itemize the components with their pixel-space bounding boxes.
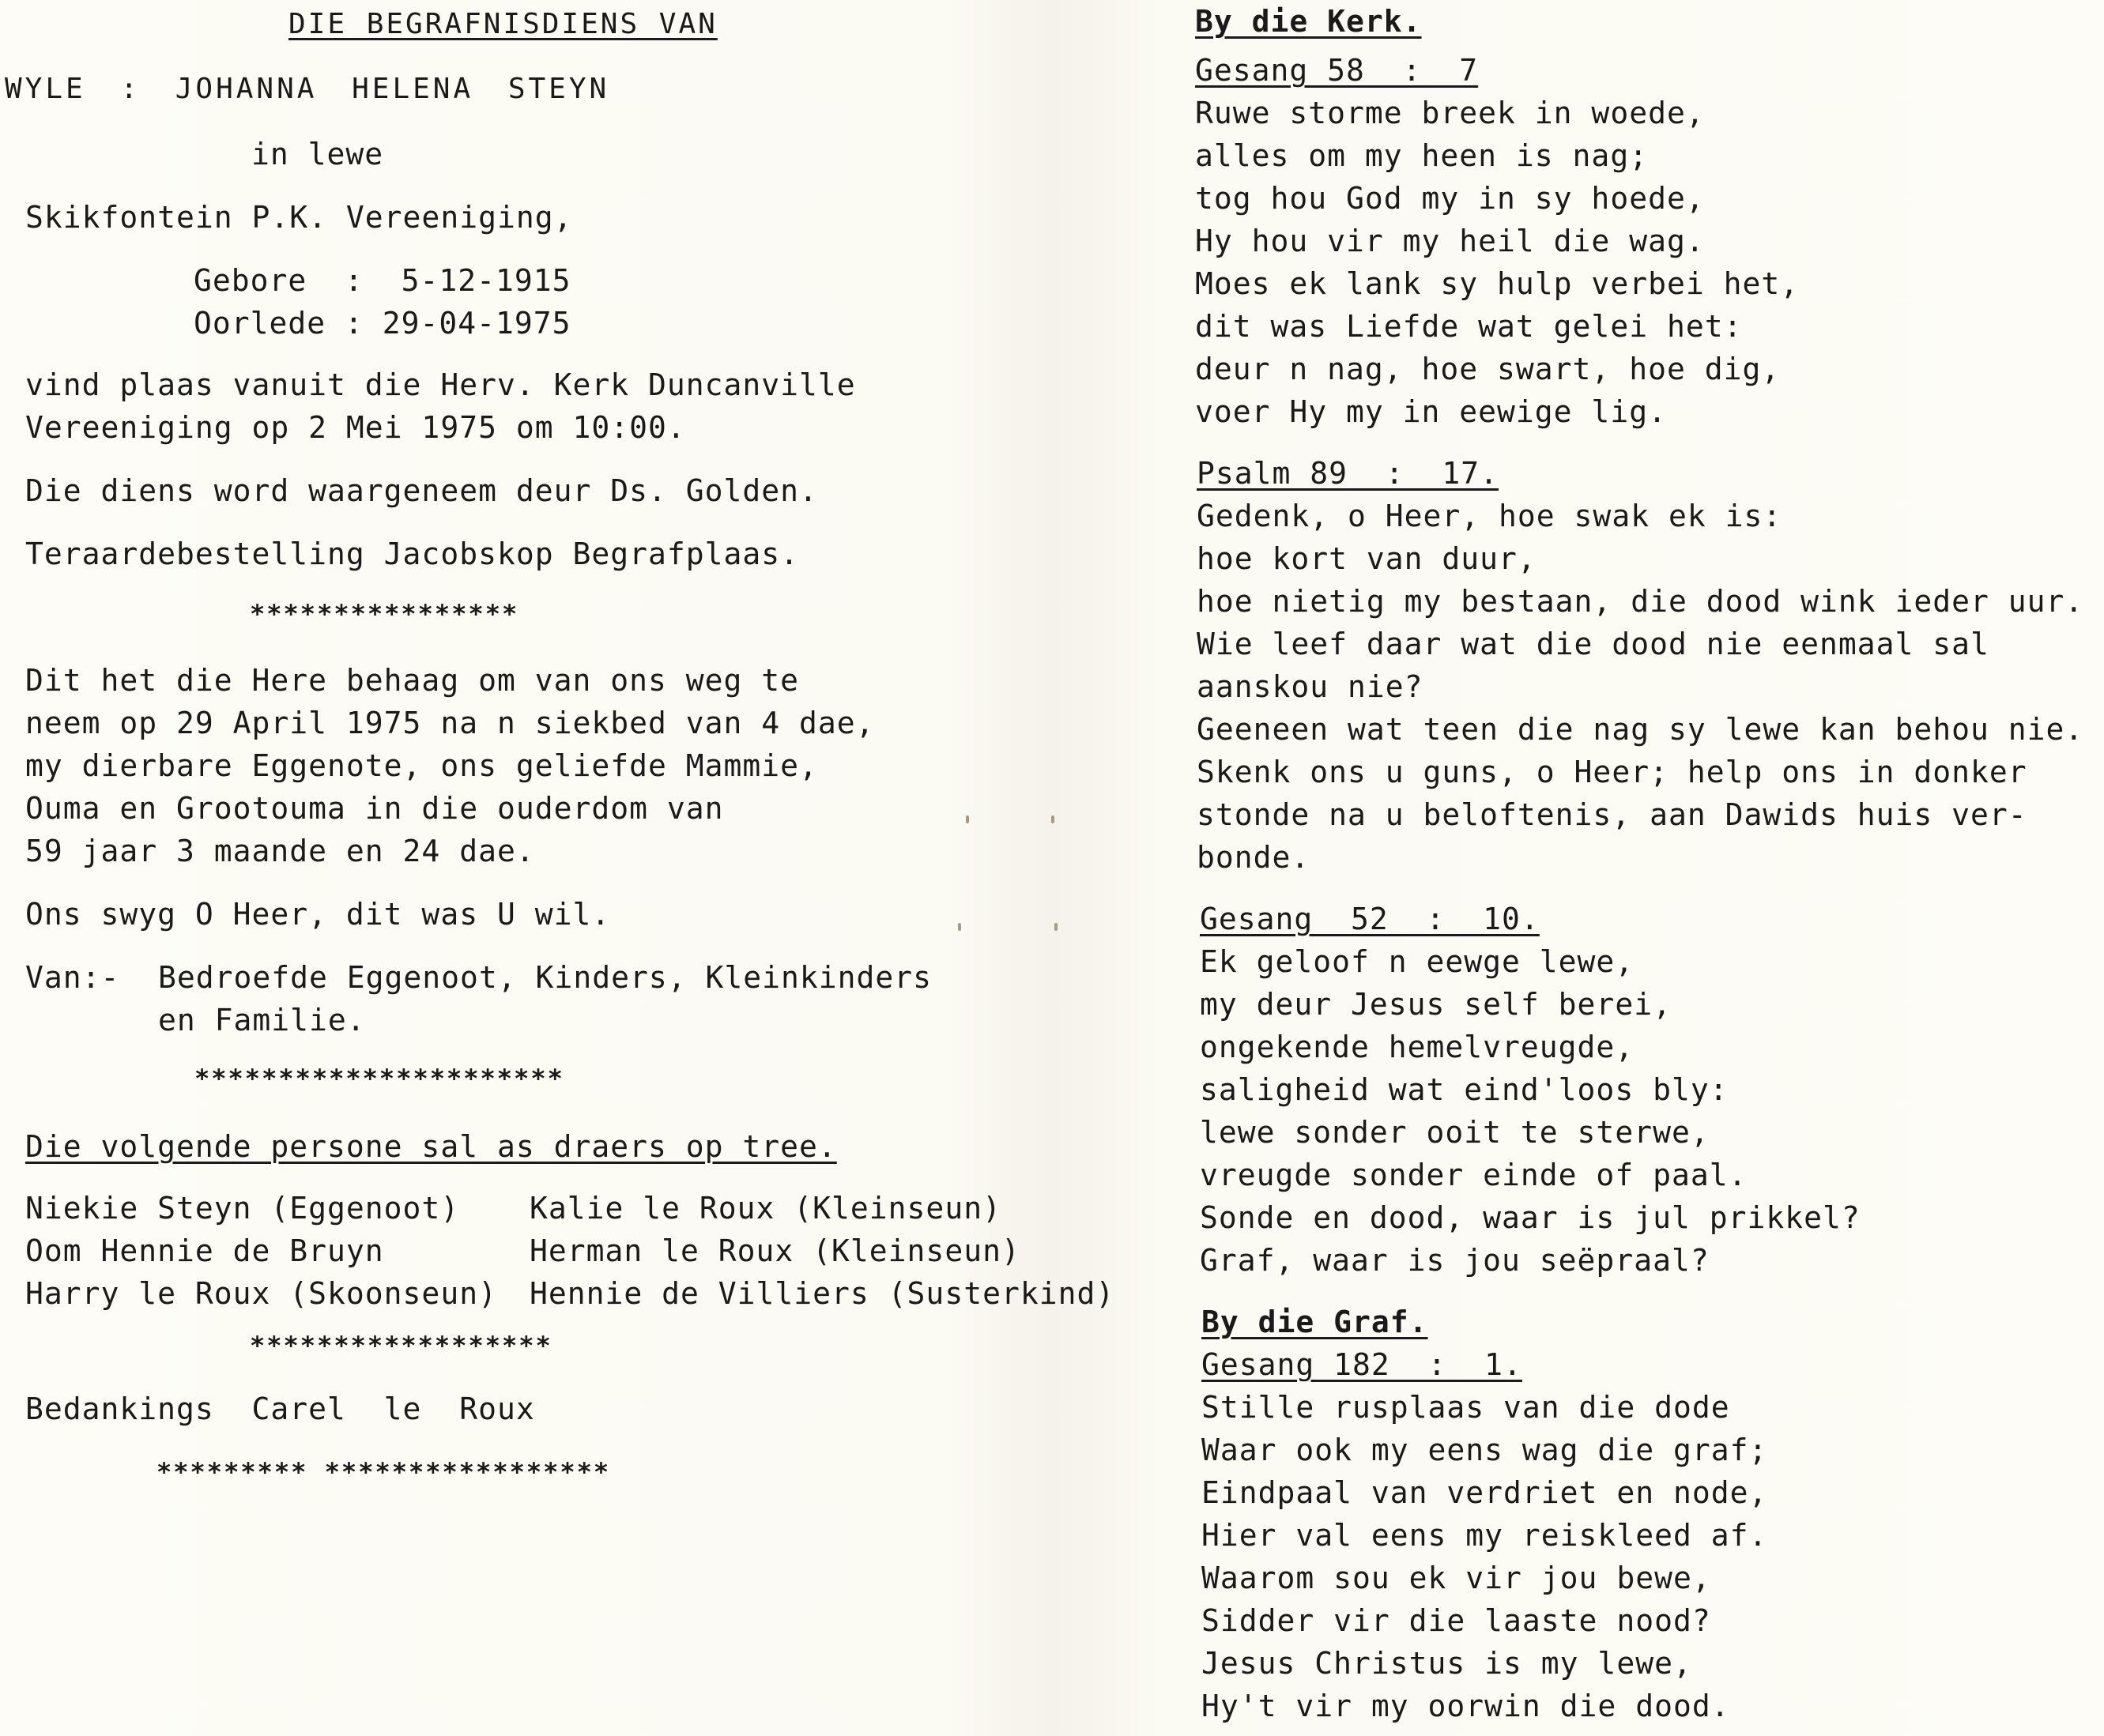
- programme-title: DIE BEGRAFNISDIENS VAN: [288, 8, 718, 40]
- hymn-line: Jesus Christus is my lewe,: [1201, 1646, 1692, 1681]
- psalm-line: Wie leef daar wat die dood nie eenmaal sal: [1197, 627, 1989, 661]
- notice-line: 59 jaar 3 maande en 24 dae.: [25, 834, 535, 868]
- hymn-heading: Gesang 52 : 10.: [1200, 902, 1540, 936]
- hymn-line: Ek geloof n eewge lewe,: [1200, 944, 1635, 979]
- officiating-minister: Die diens word waargeneem deur Ds. Golden.: [25, 473, 818, 508]
- hymn-line: Hy't vir my oorwin die dood.: [1201, 1689, 1730, 1723]
- hymn-line: Hier val eens my reiskleed af.: [1201, 1518, 1768, 1553]
- closing-prayer: Ons swyg O Heer, dit was U wil.: [25, 897, 611, 932]
- psalm-line: aanskou nie?: [1197, 669, 1423, 704]
- death-date: Oorlede : 29-04-1975: [194, 306, 571, 341]
- hymn-heading: Gesang 58 : 7: [1195, 53, 1479, 88]
- hymn-line: ongekende hemelvreugde,: [1200, 1030, 1635, 1064]
- birth-date: Gebore : 5-12-1915: [194, 263, 571, 298]
- hymn-line: Graf, waar is jou seëpraal?: [1200, 1243, 1710, 1278]
- hymn-line: voer Hy my in eewige lig.: [1195, 394, 1667, 429]
- hymn-line: Waarom sou ek vir jou bewe,: [1201, 1561, 1711, 1595]
- hymn-line: Ruwe storme breek in woede,: [1195, 96, 1705, 130]
- bearer-name: Kalie le Roux (Kleinseun): [530, 1191, 1001, 1226]
- fold-mark: [1054, 923, 1058, 931]
- hymn-line: vreugde sonder einde of paal.: [1200, 1158, 1748, 1192]
- hymn-line: tog hou God my in sy hoede,: [1195, 181, 1705, 216]
- fold-mark: [1051, 815, 1054, 823]
- venue-line-1: vind plaas vanuit die Herv. Kerk Duncanville: [25, 367, 856, 402]
- hymn-line: Waar ook my eens wag die graf;: [1201, 1433, 1768, 1467]
- residence: Skikfontein P.K. Vereeniging,: [25, 200, 573, 235]
- hymn-line: Hy hou vir my heil die wag.: [1195, 224, 1705, 258]
- from-label: Van:-: [25, 960, 120, 995]
- hymn-line: my deur Jesus self berei,: [1200, 987, 1672, 1022]
- separator-stars: ****************: [250, 599, 519, 629]
- notice-line: Dit het die Here behaag om van ons weg te: [25, 663, 799, 698]
- bearer-name: Harry le Roux (Skoonseun): [25, 1276, 497, 1311]
- hymn-heading: Gesang 182 : 1.: [1201, 1347, 1522, 1382]
- hymn-line: Stille rusplaas van die dode: [1201, 1390, 1730, 1425]
- hymn-line: Sonde en dood, waar is jul prikkel?: [1200, 1200, 1861, 1235]
- psalm-heading: Psalm 89 : 17.: [1197, 456, 1499, 491]
- notice-line: my dierbare Eggenote, ons geliefde Mammie,: [25, 748, 818, 783]
- bearer-name: Hennie de Villiers (Susterkind): [530, 1276, 1115, 1311]
- bearer-name: Herman le Roux (Kleinseun): [530, 1233, 1020, 1268]
- psalm-line: hoe nietig my bestaan, die dood wink ieder uur.: [1197, 584, 2084, 619]
- psalm-line: Geeneen wat teen die nag sy lewe kan behou nie.: [1197, 712, 2084, 747]
- hymn-line: Moes ek lank sy hulp verbei het,: [1195, 266, 1800, 301]
- psalm-line: bonde.: [1197, 840, 1310, 875]
- fold-mark: [966, 815, 969, 823]
- notice-line: neem op 29 April 1975 na n siekbed van 4 dae,: [25, 706, 875, 740]
- burial-place: Teraardebestelling Jacobskop Begrafplaas.: [25, 537, 799, 571]
- hymn-line: Eindpaal van verdriet en node,: [1201, 1475, 1768, 1510]
- in-life-label: in lewe: [251, 137, 384, 171]
- venue-line-2: Vereeniging op 2 Mei 1975 om 10:00.: [25, 410, 686, 445]
- separator-stars: **********************: [194, 1064, 564, 1094]
- separator-stars: ********* *****************: [156, 1457, 611, 1487]
- hymn-line: lewe sonder ooit te sterwe,: [1200, 1115, 1710, 1150]
- mourners-line: en Familie.: [158, 1003, 366, 1037]
- bearer-name: Oom Hennie de Bruyn: [25, 1233, 384, 1268]
- mourners-line: Bedroefde Eggenoot, Kinders, Kleinkinders: [158, 960, 932, 995]
- deceased-name: WYLE : JOHANNA HELENA STEYN: [5, 73, 610, 105]
- bearer-name: Niekie Steyn (Eggenoot): [25, 1191, 460, 1226]
- psalm-line: stonde na u beloftenis, aan Dawids huis ver-: [1197, 797, 2027, 832]
- notice-line: Ouma en Grootouma in die ouderdom van: [25, 791, 724, 826]
- hymn-line: saligheid wat eind'loos bly:: [1200, 1072, 1729, 1107]
- hymn-line: alles om my heen is nag;: [1195, 138, 1649, 173]
- fold-mark: [958, 923, 961, 931]
- acknowledgements: Bedankings Carel le Roux: [25, 1391, 535, 1426]
- hymn-line: Sidder vir die laaste nood?: [1201, 1603, 1711, 1638]
- psalm-line: Skenk ons u guns, o Heer; help ons in donker: [1197, 755, 2027, 789]
- psalm-line: hoe kort van duur,: [1197, 541, 1537, 576]
- church-section-heading: By die Kerk.: [1195, 4, 1422, 39]
- bearers-heading: Die volgende persone sal as draers op tree.: [25, 1129, 837, 1164]
- psalm-line: Gedenk, o Heer, hoe swak ek is:: [1197, 499, 1782, 533]
- hymn-line: deur n nag, hoe swart, hoe dig,: [1195, 352, 1781, 386]
- hymn-line: dit was Liefde wat gelei het:: [1195, 309, 1743, 344]
- grave-section-heading: By die Graf.: [1201, 1305, 1428, 1339]
- separator-stars: ******************: [250, 1331, 552, 1361]
